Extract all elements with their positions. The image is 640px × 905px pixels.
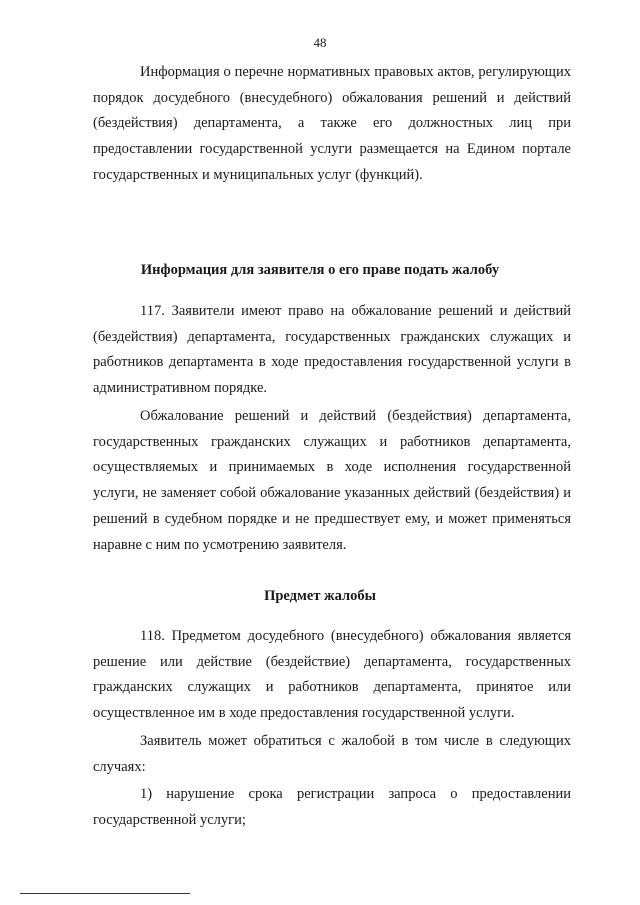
paragraph-118-item-1: 1) нарушение срока регистрации запроса о предоставлении государственной услуги; [93, 786, 571, 828]
section-heading-complaint-subject: Предмет жалобы [264, 588, 376, 604]
section-heading-complaint-right: Информация для заявителя о его праве подать жалобу [140, 262, 500, 278]
paragraph-117: 117. Заявители имеют право на обжалование решений и действий (бездействия) департамента, государственных гражданских служащих и работников департамента в ходе предоставления государственной услуги в административном порядке. [93, 303, 571, 397]
page-number: 48 [313, 35, 327, 50]
paragraph-117-continuation: Обжалование решений и действий (бездействия) департамента, государственных гражданских служащих и работников департамента, осуществляемых и принимаемых в ходе исполнения государственной услуги, не заменяет собой обжалование указанных действий (бездействия) и решений в судебном порядке и не предшествует ему, и может применяться наравне с ним по усмотрению заявителя. [93, 408, 571, 553]
paragraph-118: 118. Предметом досудебного (внесудебного) обжалования является решение или действие (бездействие) департамента, государственных гражданских служащих и работников департамента, принятое или осуществленное им в ходе предоставления государственной услуги. [93, 628, 571, 722]
paragraph-118-cases: Заявитель может обратиться с жалобой в том числе в следующих случаях: [93, 733, 571, 775]
footnote-divider [20, 893, 190, 894]
intro-paragraph: Информация о перечне нормативных правовых актов, регулирующих порядок досудебного (внесудебного) обжалования решений и действий (бездействия) департамента, а также его должностных лиц при предоставлении государственной услуги размещается на Едином портале государственных и муниципальных услуг (функций). [93, 64, 571, 183]
